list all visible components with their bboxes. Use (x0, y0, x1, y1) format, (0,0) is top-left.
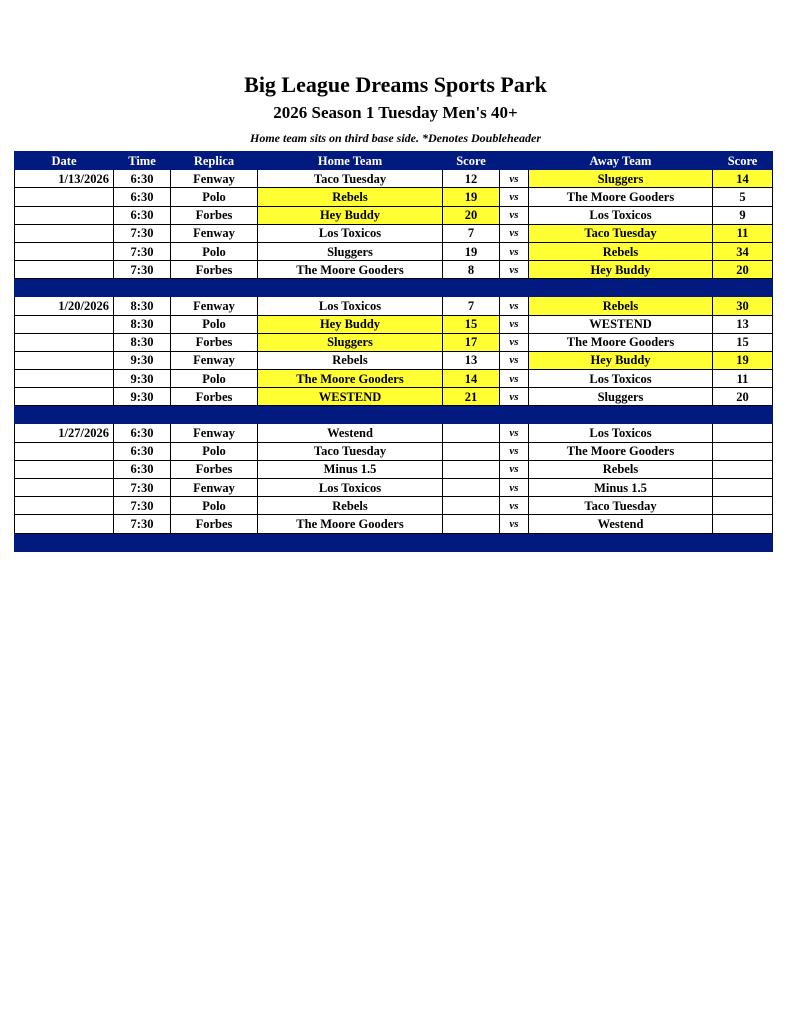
away-team: Hey Buddy (529, 261, 713, 279)
away-score: 11 (713, 224, 773, 242)
vs-label: vs (500, 370, 529, 388)
separator-cell (443, 533, 500, 551)
home-team: The Moore Gooders (258, 370, 443, 388)
away-team: Rebels (529, 242, 713, 260)
vs-label: vs (500, 188, 529, 206)
away-score (713, 497, 773, 515)
game-time: 8:30 (114, 315, 171, 333)
col-vs (500, 152, 529, 170)
game-field: Fenway (171, 224, 258, 242)
home-score (443, 515, 500, 533)
home-team: WESTEND (258, 388, 443, 406)
away-score: 9 (713, 206, 773, 224)
separator-cell (529, 279, 713, 297)
game-row (15, 497, 773, 515)
home-team: Los Toxicos (258, 479, 443, 497)
date-cell (15, 388, 114, 406)
away-team: Taco Tuesday (529, 497, 713, 515)
game-field: Forbes (171, 460, 258, 478)
date-cell (15, 479, 114, 497)
vs-label: vs (500, 351, 529, 369)
game-row (15, 442, 773, 460)
game-row (15, 206, 773, 224)
col-replica: Replica (171, 152, 258, 170)
vs-label: vs (500, 497, 529, 515)
separator-cell (529, 533, 713, 551)
game-time: 8:30 (114, 297, 171, 315)
home-team: Taco Tuesday (258, 442, 443, 460)
separator-cell (258, 533, 443, 551)
game-field: Forbes (171, 206, 258, 224)
date-cell (15, 351, 114, 369)
away-score: 11 (713, 370, 773, 388)
away-team: Los Toxicos (529, 206, 713, 224)
home-score: 7 (443, 297, 500, 315)
separator-cell (15, 279, 114, 297)
date-cell (15, 333, 114, 351)
vs-label: vs (500, 442, 529, 460)
page-title: Big League Dreams Sports Park (244, 72, 547, 97)
vs-label: vs (500, 460, 529, 478)
date-cell (15, 224, 114, 242)
vs-label: vs (500, 224, 529, 242)
game-row (15, 188, 773, 206)
week-date: 1/20/2026 (15, 297, 114, 315)
game-time: 9:30 (114, 388, 171, 406)
separator-cell (114, 406, 171, 424)
separator-cell (500, 279, 529, 297)
away-score (713, 460, 773, 478)
game-field: Fenway (171, 297, 258, 315)
home-team: Taco Tuesday (258, 170, 443, 188)
separator-cell (713, 406, 773, 424)
separator-cell (171, 279, 258, 297)
home-score: 20 (443, 206, 500, 224)
separator-cell (500, 406, 529, 424)
date-cell (15, 460, 114, 478)
vs-label: vs (500, 242, 529, 260)
home-team: Rebels (258, 188, 443, 206)
game-time: 6:30 (114, 424, 171, 442)
away-score: 5 (713, 188, 773, 206)
home-team: Westend (258, 424, 443, 442)
game-row (15, 424, 773, 442)
game-field: Polo (171, 242, 258, 260)
separator-cell (713, 533, 773, 551)
game-field: Polo (171, 315, 258, 333)
game-field: Polo (171, 370, 258, 388)
game-field: Forbes (171, 333, 258, 351)
game-field: Fenway (171, 479, 258, 497)
game-time: 6:30 (114, 206, 171, 224)
game-row (15, 388, 773, 406)
vs-label: vs (500, 261, 529, 279)
vs-label: vs (500, 170, 529, 188)
separator-cell (713, 279, 773, 297)
week-separator (15, 406, 773, 424)
home-team: Los Toxicos (258, 224, 443, 242)
separator-cell (443, 406, 500, 424)
away-team: Los Toxicos (529, 370, 713, 388)
schedule-body (15, 170, 773, 551)
separator-cell (500, 533, 529, 551)
home-score: 8 (443, 261, 500, 279)
game-field: Polo (171, 442, 258, 460)
home-score: 19 (443, 188, 500, 206)
col-away-team: Away Team (529, 152, 713, 170)
game-row (15, 297, 773, 315)
date-cell (15, 206, 114, 224)
header-row (15, 152, 773, 170)
away-team: Rebels (529, 297, 713, 315)
game-row (15, 242, 773, 260)
game-row (15, 351, 773, 369)
week-separator (15, 279, 773, 297)
home-score (443, 460, 500, 478)
separator-cell (171, 533, 258, 551)
game-field: Fenway (171, 351, 258, 369)
game-time: 8:30 (114, 333, 171, 351)
away-team: Minus 1.5 (529, 479, 713, 497)
vs-label: vs (500, 388, 529, 406)
vs-label: vs (500, 297, 529, 315)
home-team: Rebels (258, 497, 443, 515)
vs-label: vs (500, 206, 529, 224)
home-team: Rebels (258, 351, 443, 369)
separator-cell (258, 279, 443, 297)
separator-cell (114, 533, 171, 551)
vs-label: vs (500, 479, 529, 497)
week-date: 1/27/2026 (15, 424, 114, 442)
col-away-score: Score (713, 152, 773, 170)
schedule-note: Home team sits on third base side. *Denotes Doubleheader (250, 131, 541, 145)
away-team: The Moore Gooders (529, 333, 713, 351)
away-team: The Moore Gooders (529, 188, 713, 206)
col-home-team: Home Team (258, 152, 443, 170)
separator-cell (114, 279, 171, 297)
game-time: 7:30 (114, 224, 171, 242)
game-time: 7:30 (114, 497, 171, 515)
home-team: Hey Buddy (258, 206, 443, 224)
away-team: Los Toxicos (529, 424, 713, 442)
game-row (15, 170, 773, 188)
separator-cell (258, 406, 443, 424)
home-score (443, 497, 500, 515)
game-time: 7:30 (114, 242, 171, 260)
game-field: Forbes (171, 261, 258, 279)
game-field: Forbes (171, 388, 258, 406)
vs-label: vs (500, 424, 529, 442)
game-time: 7:30 (114, 261, 171, 279)
home-team: The Moore Gooders (258, 261, 443, 279)
game-row (15, 460, 773, 478)
away-score (713, 515, 773, 533)
away-score (713, 442, 773, 460)
schedule-table (14, 151, 773, 552)
date-cell (15, 497, 114, 515)
home-score: 17 (443, 333, 500, 351)
separator-cell (171, 406, 258, 424)
game-time: 6:30 (114, 170, 171, 188)
away-score: 20 (713, 261, 773, 279)
game-time: 6:30 (114, 460, 171, 478)
date-cell (15, 515, 114, 533)
game-field: Fenway (171, 424, 258, 442)
date-cell (15, 188, 114, 206)
game-time: 6:30 (114, 188, 171, 206)
away-team: Taco Tuesday (529, 224, 713, 242)
away-score (713, 479, 773, 497)
game-row (15, 370, 773, 388)
game-row (15, 479, 773, 497)
home-score (443, 424, 500, 442)
date-cell (15, 315, 114, 333)
col-home-score: Score (443, 152, 500, 170)
game-time: 7:30 (114, 515, 171, 533)
game-field: Fenway (171, 170, 258, 188)
away-score: 30 (713, 297, 773, 315)
home-team: Hey Buddy (258, 315, 443, 333)
game-field: Forbes (171, 515, 258, 533)
separator-cell (15, 533, 114, 551)
col-time: Time (114, 152, 171, 170)
away-team: Sluggers (529, 170, 713, 188)
col-date: Date (15, 152, 114, 170)
date-cell (15, 442, 114, 460)
away-score (713, 424, 773, 442)
separator-cell (529, 406, 713, 424)
game-row (15, 333, 773, 351)
separator-cell (15, 406, 114, 424)
date-cell (15, 261, 114, 279)
home-score: 19 (443, 242, 500, 260)
home-team: Sluggers (258, 242, 443, 260)
home-score: 7 (443, 224, 500, 242)
date-cell (15, 242, 114, 260)
away-score: 15 (713, 333, 773, 351)
game-row (15, 224, 773, 242)
game-time: 6:30 (114, 442, 171, 460)
week-date: 1/13/2026 (15, 170, 114, 188)
game-row (15, 315, 773, 333)
week-separator (15, 533, 773, 551)
home-score (443, 442, 500, 460)
home-score: 12 (443, 170, 500, 188)
game-row (15, 515, 773, 533)
away-score: 19 (713, 351, 773, 369)
vs-label: vs (500, 333, 529, 351)
home-team: The Moore Gooders (258, 515, 443, 533)
home-score: 13 (443, 351, 500, 369)
game-row (15, 261, 773, 279)
game-time: 9:30 (114, 370, 171, 388)
away-team: Sluggers (529, 388, 713, 406)
game-field: Polo (171, 497, 258, 515)
vs-label: vs (500, 315, 529, 333)
separator-cell (443, 279, 500, 297)
away-score: 13 (713, 315, 773, 333)
game-time: 7:30 (114, 479, 171, 497)
home-team: Sluggers (258, 333, 443, 351)
away-team: Hey Buddy (529, 351, 713, 369)
away-team: The Moore Gooders (529, 442, 713, 460)
home-score: 14 (443, 370, 500, 388)
away-team: Rebels (529, 460, 713, 478)
home-team: Minus 1.5 (258, 460, 443, 478)
home-score: 15 (443, 315, 500, 333)
away-score: 14 (713, 170, 773, 188)
away-team: WESTEND (529, 315, 713, 333)
away-score: 20 (713, 388, 773, 406)
away-score: 34 (713, 242, 773, 260)
away-team: Westend (529, 515, 713, 533)
home-team: Los Toxicos (258, 297, 443, 315)
page-subtitle: 2026 Season 1 Tuesday Men's 40+ (273, 103, 518, 122)
game-time: 9:30 (114, 351, 171, 369)
vs-label: vs (500, 515, 529, 533)
game-field: Polo (171, 188, 258, 206)
date-cell (15, 370, 114, 388)
home-score (443, 479, 500, 497)
home-score: 21 (443, 388, 500, 406)
